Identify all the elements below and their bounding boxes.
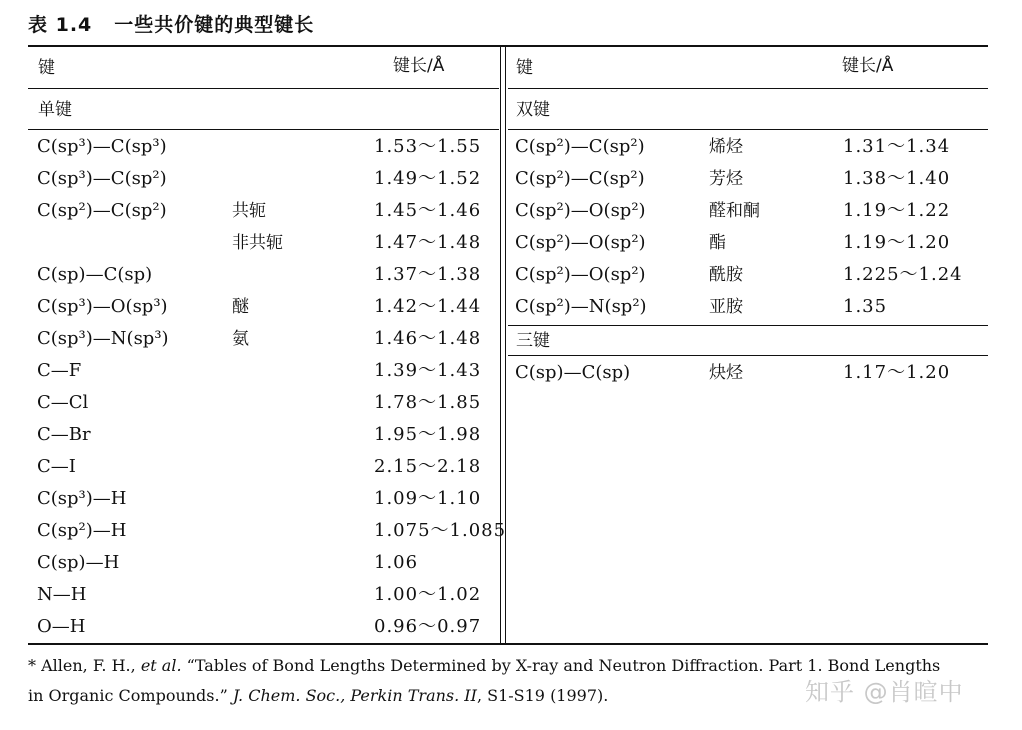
bond-cell: C(sp²)—C(sp²): [515, 136, 645, 157]
bond-cell: C(sp³)—O(sp³): [37, 296, 168, 317]
bond-cell: C(sp²)—C(sp²): [37, 200, 167, 221]
length-cell: 1.37～1.38: [374, 264, 482, 285]
column-divider-b: [505, 46, 506, 644]
bond-cell: C—Br: [37, 424, 91, 445]
single-bond-category: 单键: [38, 100, 72, 120]
table-caption: 一些共价键的典型键长: [114, 14, 315, 36]
bond-cell: C(sp²)—H: [37, 520, 127, 541]
header-rule-right: [508, 88, 988, 89]
bond-cell: C(sp)—C(sp): [515, 362, 631, 383]
bond-cell: C—F: [37, 360, 82, 381]
length-cell: 1.46～1.48: [374, 328, 482, 349]
table-title: [28, 10, 314, 37]
note-cell: 酰胺: [709, 265, 743, 285]
category-rule-right: [508, 129, 988, 130]
length-cell: 1.47～1.48: [374, 232, 482, 253]
length-cell: 1.95～1.98: [374, 424, 482, 445]
footnote-title-end: in Organic Compounds.”: [28, 686, 233, 705]
length-cell: 2.15～2.18: [374, 456, 482, 477]
bond-cell: C(sp³)—C(sp³): [37, 136, 167, 157]
bond-cell: C(sp³)—C(sp²): [37, 168, 167, 189]
length-cell: 1.35: [843, 296, 888, 317]
note-cell: 亚胺: [709, 297, 743, 317]
bond-cell: C(sp³)—N(sp³): [37, 328, 169, 349]
length-cell: 0.96～0.97: [374, 616, 482, 637]
bond-cell: C(sp³)—H: [37, 488, 127, 509]
note-cell: 酯: [709, 233, 726, 253]
footnote-journal: J. Chem. Soc., Perkin Trans. II: [232, 686, 477, 705]
length-cell: 1.06: [374, 552, 419, 573]
bond-cell: C—I: [37, 456, 76, 477]
footnote-authors: * Allen, F. H.,: [28, 656, 141, 675]
footnote-line-2: [28, 686, 608, 705]
triple-top-rule: [508, 325, 988, 326]
triple-bond-category: 三键: [516, 331, 550, 351]
length-cell: 1.53～1.55: [374, 136, 482, 157]
note-cell: 醛和酮: [709, 201, 760, 221]
note-cell: 共轭: [232, 201, 266, 221]
length-cell: 1.31～1.34: [843, 136, 951, 157]
length-cell: 1.49～1.52: [374, 168, 482, 189]
bond-cell: C(sp²)—O(sp²): [515, 200, 646, 221]
top-rule: [28, 45, 988, 47]
bond-cell: C(sp)—C(sp): [37, 264, 153, 285]
note-cell: 醚: [232, 297, 249, 317]
column-divider-a: [500, 46, 501, 644]
length-cell: 1.45～1.46: [374, 200, 482, 221]
bond-cell: C(sp²)—O(sp²): [515, 232, 646, 253]
length-cell: 1.19～1.22: [843, 200, 951, 221]
bond-cell: N—H: [37, 584, 87, 605]
footnote-etal: et al.: [140, 656, 182, 675]
footnote-title: “Tables of Bond Lengths Determined by X-ray and Neutron Diffraction. Part 1. Bond Lengths: [181, 656, 941, 675]
length-cell: 1.075～1.085: [374, 520, 507, 541]
length-cell: 1.42～1.44: [374, 296, 482, 317]
length-cell: 1.19～1.20: [843, 232, 951, 253]
footnote-pages: , S1-S19 (1997).: [476, 686, 609, 705]
bond-cell: C(sp²)—O(sp²): [515, 264, 646, 285]
bond-cell: C(sp²)—C(sp²): [515, 168, 645, 189]
note-cell: 芳烃: [709, 169, 743, 189]
note-cell: 非共轭: [232, 233, 283, 253]
category-rule-left: [28, 129, 499, 130]
left-header-bond: 键: [38, 58, 55, 78]
left-header-length: 键长/Å: [393, 56, 445, 76]
note-cell: 烯烃: [709, 137, 743, 157]
length-cell: 1.38～1.40: [843, 168, 951, 189]
bond-cell: C(sp)—H: [37, 552, 120, 573]
length-cell: 1.39～1.43: [374, 360, 482, 381]
bottom-rule: [28, 643, 988, 645]
watermark: 知乎 @肖暄中: [805, 678, 964, 706]
double-bond-category: 双键: [516, 100, 550, 120]
table-number: 表 1.4: [28, 14, 93, 36]
note-cell: 氨: [232, 329, 249, 349]
right-header-length: 键长/Å: [842, 56, 894, 76]
bond-cell: C—Cl: [37, 392, 89, 413]
length-cell: 1.225～1.24: [843, 264, 963, 285]
bond-cell: O—H: [37, 616, 86, 637]
length-cell: 1.00～1.02: [374, 584, 482, 605]
length-cell: 1.09～1.10: [374, 488, 482, 509]
length-cell: 1.78～1.85: [374, 392, 482, 413]
header-rule-left: [28, 88, 499, 89]
footnote-line-1: [28, 656, 940, 675]
length-cell: 1.17～1.20: [843, 362, 951, 383]
bond-cell: C(sp²)—N(sp²): [515, 296, 647, 317]
note-cell: 炔烃: [709, 363, 743, 383]
right-header-bond: 键: [516, 58, 533, 78]
triple-bottom-rule: [508, 355, 988, 356]
